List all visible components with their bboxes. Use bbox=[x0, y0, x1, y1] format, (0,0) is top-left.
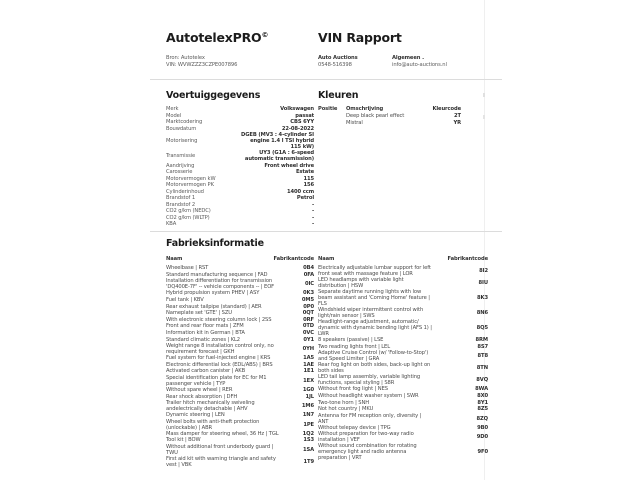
factory-row bbox=[166, 336, 314, 343]
factory-row bbox=[318, 307, 488, 319]
colors-row-kleurcode: 2T bbox=[454, 113, 461, 120]
factory-code-header: Fabrikantcode bbox=[447, 256, 488, 262]
factory-row-code: 8X0 bbox=[477, 393, 488, 400]
factory-row bbox=[166, 355, 314, 362]
vehicle-row-label: Motorisering bbox=[166, 138, 198, 145]
factory-row-name: Installation differentiation for transmission 'DQ400E-7F' -- vehicle components -- | EOF bbox=[166, 278, 275, 291]
factory-row-name: Without front fog light | NES bbox=[318, 386, 388, 393]
factory-row bbox=[166, 444, 314, 456]
colors-table bbox=[318, 106, 461, 127]
vehicle-row-value: 22-08-2022 bbox=[281, 125, 314, 132]
vehicle-row-label: Aandrijving bbox=[166, 162, 195, 169]
vehicle-row-label: KBA bbox=[166, 221, 177, 228]
factory-row-code: 0B4 bbox=[303, 265, 314, 272]
factory-row-name: Without additional front underbody guard | TWU bbox=[166, 443, 274, 456]
factory-row-name: Fuel tank | KBV bbox=[166, 297, 204, 304]
vehicle-row-value: 115 bbox=[303, 175, 314, 182]
factory-row-code: 0QT bbox=[302, 310, 314, 317]
factory-row-name: First aid kit with warning triangle and safety vest | VBK bbox=[166, 455, 276, 468]
vehicle-row-label: Motorvermogen kW bbox=[166, 175, 216, 182]
factory-row-code: 8WA bbox=[475, 386, 488, 393]
colors-row-kleurcode: YR bbox=[453, 120, 461, 127]
factory-row-name: Electrically adjustable lumbar support for left front seat with massage feature | LOR bbox=[318, 265, 431, 277]
factory-row-name: Rear shock absorption | DFH bbox=[166, 393, 238, 400]
vehicle-row-label: Model bbox=[166, 112, 182, 119]
factory-row-code: 8IU bbox=[478, 280, 488, 286]
vehicle-section-heading: Voertuiggegevens bbox=[166, 90, 261, 101]
vehicle-row-label: CO2 g/km (NEDC) bbox=[166, 208, 211, 215]
factory-row-name: Front and rear floor mats | ZFM bbox=[166, 323, 244, 330]
vehicle-row-value: DGEB (MV3 : 4-cylinder SI engine 1.4 l TSI hybrid 115 kW) bbox=[241, 132, 314, 151]
factory-row-name: Headlight-range adjustment, automatic/ dynamic with dynamic bending light (AFS 1) | LWR bbox=[318, 319, 432, 337]
vehicle-row bbox=[166, 201, 314, 208]
company-phone: 0548-516398 bbox=[318, 62, 352, 68]
source-block bbox=[166, 55, 237, 69]
source-line: Bron: Autotelex bbox=[166, 55, 205, 61]
factory-row-name: Hybrid propulsion system PHEV | ASY bbox=[166, 290, 260, 297]
vehicle-row-value: Petrol bbox=[296, 195, 314, 202]
factory-list-left bbox=[166, 265, 314, 468]
vehicle-row-label: Brandstof 2 bbox=[166, 201, 196, 208]
factory-row-code: 8VQ bbox=[476, 377, 488, 384]
factory-row-name: Trailer hitch mechanically swiveling andelectrically detachable | AHV bbox=[166, 399, 255, 412]
factory-row-name: With electronic steering column lock | 2SS bbox=[166, 316, 272, 323]
factory-row bbox=[318, 425, 488, 432]
copyright-mark: © bbox=[261, 30, 269, 39]
factory-row bbox=[166, 343, 314, 355]
factory-row-name: Tool kit | BOW bbox=[166, 437, 201, 444]
factory-row-code: 0YH bbox=[302, 345, 314, 352]
factory-row bbox=[166, 272, 314, 279]
factory-row bbox=[166, 400, 314, 412]
colors-row-omschrijving: Mistral bbox=[346, 120, 363, 127]
general-email: info@auto-auctions.nl bbox=[392, 62, 447, 68]
factory-row-name: Without preparation for two-way radio installation | VEF bbox=[318, 431, 414, 444]
factory-row bbox=[318, 413, 488, 425]
factory-row-code: 9F0 bbox=[477, 449, 488, 456]
vehicle-row-label: Cylinderinhoud bbox=[166, 188, 204, 195]
vehicle-row bbox=[166, 182, 314, 189]
vehicle-row bbox=[166, 214, 314, 221]
colors-row bbox=[318, 120, 461, 127]
factory-row-name: Antenna for FM reception only, diversity | ANT bbox=[318, 412, 422, 425]
vehicle-row-value: Estate bbox=[295, 169, 314, 176]
vehicle-row bbox=[166, 162, 314, 169]
factory-row-name: Wheelbase | RST bbox=[166, 265, 209, 272]
vehicle-row bbox=[166, 175, 314, 182]
factory-row-code: 1G0 bbox=[302, 387, 314, 394]
factory-row bbox=[318, 362, 488, 374]
factory-row bbox=[166, 265, 314, 272]
factory-row-code: 1T9 bbox=[303, 458, 314, 465]
factory-row bbox=[318, 443, 488, 461]
vehicle-row-value: - bbox=[311, 214, 314, 221]
factory-row bbox=[166, 431, 314, 438]
factory-name-header: Naam bbox=[318, 256, 335, 262]
factory-row-name: Wheel bolts with anti-theft protection (unlockable) | ABR bbox=[166, 418, 260, 431]
factory-row-code: 8ZQ bbox=[476, 415, 488, 422]
factory-row bbox=[166, 278, 314, 290]
factory-row-code: 0P0 bbox=[303, 303, 314, 310]
page-edge-mark bbox=[483, 115, 485, 119]
factory-row bbox=[166, 317, 314, 324]
colors-row bbox=[318, 113, 461, 120]
factory-row-code: 9B0 bbox=[477, 424, 488, 431]
page-edge-mark bbox=[483, 93, 485, 97]
factory-left-header bbox=[166, 256, 314, 262]
brand-name: AutotelexPRO bbox=[166, 30, 262, 45]
vehicle-row bbox=[166, 221, 314, 228]
vehicle-row-label: Bouwdatum bbox=[166, 125, 197, 132]
factory-row-name: Rear exhaust tailpipe (standard) | AER bbox=[166, 303, 262, 310]
colors-col-omschrijving: Omschrijving bbox=[346, 106, 384, 113]
colors-col-kleurcode: Kleurcode bbox=[432, 106, 461, 113]
factory-row bbox=[318, 386, 488, 393]
general-block bbox=[392, 55, 447, 69]
vehicle-row-label: Transmissie bbox=[166, 153, 196, 160]
vehicle-row-value: 1400 ccm bbox=[287, 188, 314, 195]
vehicle-row-value: - bbox=[311, 201, 314, 208]
vehicle-row-label: Merk bbox=[166, 106, 179, 113]
colors-row-omschrijving: Deep black pearl effect bbox=[346, 113, 405, 120]
factory-row-code: 0M5 bbox=[301, 297, 314, 304]
vehicle-row-value: - bbox=[311, 221, 314, 228]
factory-row bbox=[318, 431, 488, 443]
vehicle-table bbox=[166, 106, 314, 227]
factory-row-code: 0TD bbox=[302, 323, 314, 330]
general-label: Algemeen . bbox=[392, 55, 424, 61]
brand-logo bbox=[166, 30, 268, 45]
vehicle-row-value: UY3 (G1A : 6-speed automatic transmission) bbox=[244, 150, 314, 163]
factory-row-name: LED headlamps with variable light distribution | HSW bbox=[318, 277, 404, 289]
factory-row-name: Electronic differential lock (EDL/ABS) | BRS bbox=[166, 361, 273, 368]
factory-row-name: Two-tone horn | SNH bbox=[318, 399, 370, 406]
factory-row-name: Without headlight washer system | SWR bbox=[318, 393, 419, 400]
factory-row-code: 8T8 bbox=[477, 353, 488, 360]
factory-row-code: 8TN bbox=[476, 365, 488, 372]
vehicle-row bbox=[166, 208, 314, 215]
factory-row-code: 0K3 bbox=[303, 290, 314, 297]
report-title: VIN Rapport bbox=[318, 30, 402, 45]
vehicle-row bbox=[166, 119, 314, 126]
factory-row bbox=[166, 437, 314, 444]
factory-row-name: Separate daytime running lights with low beam assistant and 'Coming Home' feature | FLS bbox=[318, 289, 430, 307]
factory-code-header: Fabrikantcode bbox=[273, 256, 314, 262]
factory-row bbox=[318, 393, 488, 400]
factory-row bbox=[166, 303, 314, 310]
factory-row-code: 1JL bbox=[305, 393, 314, 400]
factory-row-code: 8K3 bbox=[477, 295, 488, 301]
factory-row-code: 1A5 bbox=[303, 355, 314, 362]
factory-row bbox=[166, 456, 314, 468]
factory-row-name: Nameplate set 'GTE' | SZU bbox=[166, 310, 232, 317]
vehicle-row bbox=[166, 132, 314, 150]
vehicle-row-value: Front wheel drive bbox=[264, 162, 314, 169]
factory-name-header: Naam bbox=[166, 256, 183, 262]
vehicle-row-label: Motorvermogen PK bbox=[166, 182, 214, 189]
factory-section-heading: Fabrieksinformatie bbox=[166, 238, 264, 249]
factory-row bbox=[318, 350, 488, 362]
factory-row-code: 0VC bbox=[302, 330, 314, 337]
factory-row-code: 8Q5 bbox=[476, 325, 488, 331]
vehicle-row bbox=[166, 195, 314, 202]
vehicle-row bbox=[166, 169, 314, 176]
factory-row-code: 0Y1 bbox=[303, 336, 314, 343]
vehicle-row-value: CBS 6YY bbox=[290, 119, 314, 126]
vehicle-row-label: Carosserie bbox=[166, 169, 193, 176]
factory-row bbox=[166, 393, 314, 400]
vehicle-row-label: Brandstof 1 bbox=[166, 195, 196, 202]
factory-row-code: 1AE bbox=[303, 361, 314, 368]
vin-line: VIN: WVWZZZ3CZPE007896 bbox=[166, 62, 238, 68]
factory-row bbox=[318, 337, 488, 344]
factory-row bbox=[318, 374, 488, 386]
factory-row-code: 0FA bbox=[303, 271, 314, 278]
factory-row bbox=[166, 310, 314, 317]
factory-row bbox=[166, 368, 314, 375]
factory-row-name: Rear fog light on both sides, back-up light on both sides bbox=[318, 362, 431, 375]
factory-row-code: 8S7 bbox=[477, 343, 488, 350]
factory-row-code: 1E1 bbox=[303, 368, 314, 375]
factory-row-name: Special identification plate for EC for M1 passenger vehicle | TYP bbox=[166, 374, 267, 387]
factory-row bbox=[166, 375, 314, 387]
factory-row-name: Weight range 8 installation control only, no requirement forecast | GKH bbox=[166, 342, 274, 355]
vehicle-row bbox=[166, 150, 314, 162]
factory-row-code: 1S3 bbox=[303, 437, 314, 444]
factory-row-name: Without spare wheel | RER bbox=[166, 387, 233, 394]
factory-row bbox=[318, 406, 488, 413]
factory-row bbox=[166, 297, 314, 304]
factory-row-code: 8N6 bbox=[476, 310, 488, 316]
factory-row-code: 1PE bbox=[303, 421, 314, 428]
factory-row-name: Not hot country | MKU bbox=[318, 406, 374, 413]
vehicle-row-value: 156 bbox=[303, 182, 314, 189]
factory-row-code: 8Y1 bbox=[477, 399, 488, 406]
factory-row bbox=[166, 290, 314, 297]
factory-row-code: 0RF bbox=[303, 316, 314, 323]
factory-row-name: Dynamic steering | LEN bbox=[166, 412, 225, 419]
factory-row-name: LED tail lamp assembly, variable lighting functions, special styling | S8R bbox=[318, 374, 421, 387]
factory-row-code: 9D0 bbox=[476, 434, 488, 441]
factory-right-header bbox=[318, 256, 488, 262]
factory-row-code: 1SA bbox=[302, 446, 314, 453]
factory-row-code: 8Z5 bbox=[477, 406, 488, 413]
company-name: Auto Auctions bbox=[318, 55, 358, 61]
factory-row-code: 1N7 bbox=[302, 412, 314, 419]
colors-section-heading: Kleuren bbox=[318, 90, 359, 101]
factory-row-name: Adaptive Cruise Control (w/ 'Follow-to-Stop') and Speed Limiter | GRA bbox=[318, 350, 429, 363]
factory-row bbox=[166, 387, 314, 394]
factory-row bbox=[318, 319, 488, 337]
factory-row bbox=[318, 344, 488, 351]
factory-row bbox=[318, 399, 488, 406]
colors-col-positie: Positie bbox=[318, 106, 338, 113]
factory-row-name: Standard climatic zones | KL2 bbox=[166, 336, 241, 343]
factory-row-code: 1M6 bbox=[301, 402, 314, 409]
factory-list-right bbox=[318, 265, 488, 461]
factory-row bbox=[166, 412, 314, 419]
factory-row-code: 0IC bbox=[304, 281, 314, 288]
factory-row-name: Without sound combination for rotating emergency light and radio antenna preparation | VRT bbox=[318, 443, 417, 462]
factory-row-code: 1EX bbox=[303, 377, 314, 384]
colors-header-row bbox=[318, 106, 461, 113]
factory-row-name: Mass damper for steering wheel, 36 Hz | TGL bbox=[166, 430, 279, 437]
factory-row-name: Information kit in German | BTA bbox=[166, 330, 245, 337]
section-divider bbox=[150, 231, 502, 232]
factory-row-name: 8 speakers (passive) | LSE bbox=[318, 337, 384, 344]
factory-row-name: Two reading lights front | LEL bbox=[318, 343, 391, 350]
factory-row-name: Without telepay device | TPG bbox=[318, 424, 391, 431]
vehicle-row-label: CO2 g/km (WLTP) bbox=[166, 214, 210, 221]
vehicle-row bbox=[166, 188, 314, 195]
factory-row bbox=[166, 323, 314, 330]
factory-row-name: Activated carbon canister | AKB bbox=[166, 368, 246, 375]
vehicle-row-value: Volkswagen bbox=[280, 106, 314, 113]
vehicle-row-value: - bbox=[311, 208, 314, 215]
factory-row-name: Windshield wiper intermittent control with light/rain sensor | SWS bbox=[318, 307, 424, 319]
factory-row-code: 8RM bbox=[475, 337, 488, 344]
factory-row bbox=[166, 362, 314, 369]
company-block bbox=[318, 55, 358, 69]
factory-row bbox=[318, 265, 488, 277]
factory-row bbox=[318, 289, 488, 307]
vehicle-row-value: passat bbox=[295, 112, 314, 119]
factory-row-name: Fuel system for fuel-injected engine | KRS bbox=[166, 355, 271, 362]
factory-row bbox=[318, 277, 488, 289]
factory-row-code: 1Q2 bbox=[302, 430, 314, 437]
vehicle-row-label: Marktcodering bbox=[166, 119, 203, 126]
factory-row bbox=[166, 419, 314, 431]
factory-row-code: 8I2 bbox=[479, 268, 488, 274]
factory-row-name: Standard manufacturing sequence | FAD bbox=[166, 271, 268, 278]
factory-row bbox=[166, 330, 314, 337]
header-divider bbox=[150, 79, 502, 80]
